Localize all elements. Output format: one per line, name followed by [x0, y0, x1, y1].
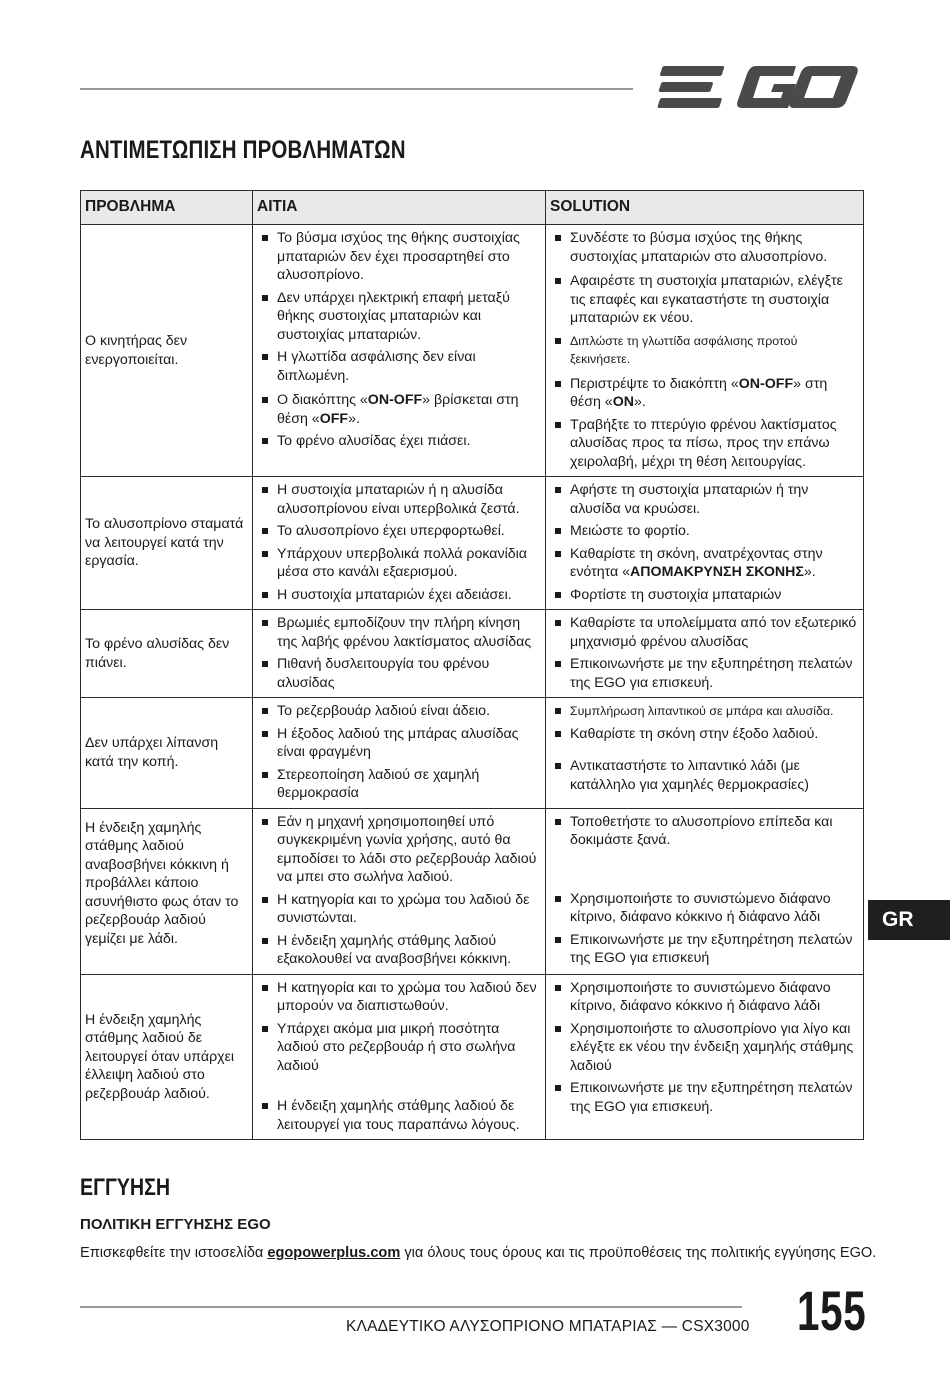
cause-item: Η κατηγορία και το χρώμα του λαδιού δεν μπορούν να διαπιστωθούν. [257, 979, 541, 1016]
cause-item: Πιθανή δυσλειτουργία του φρένου αλυσίδας [257, 655, 541, 692]
col-header-solution: SOLUTION [546, 191, 864, 225]
warranty-link[interactable]: egopowerplus.com [267, 1245, 401, 1261]
solution-cell [546, 974, 864, 1140]
col-header-cause: ΑΙΤΙΑ [253, 191, 546, 225]
solution-item: Συνδέστε το βύσμα ισχύος της θήκης συστοιχίας μπαταριών στο αλυσοπρίονο. [550, 229, 859, 266]
cause-item: Υπάρχουν υπερβολικά πολλά ροκανίδια μέσα στο κανάλι εξαερισμού. [257, 545, 541, 582]
solution-item: Συμπλήρωση λιπαντικού σε μπάρα και αλυσίδα. [550, 702, 859, 721]
problem-cell: Το αλυσοπρίονο σταματά να λειτουργεί κατά την εργασία. [81, 477, 253, 610]
page-number: 155 [797, 1279, 867, 1342]
table-row [81, 610, 864, 698]
cause-item: Η ένδειξη χαμηλής στάθμης λαδιού εξακολουθεί να αναβοσβήνει κόκκινη. [257, 932, 541, 969]
footer-rule [80, 1306, 742, 1308]
cause-item: Το αλυσοπρίονο έχει υπερφορτωθεί. [257, 522, 541, 541]
solution-cell [546, 225, 864, 477]
solution-item: Επικοινωνήστε με την εξυπηρέτηση πελατών της EGO για επισκευή. [550, 655, 859, 692]
cause-item: Υπάρχει ακόμα μια μικρή ποσότητα λαδιού στο ρεζερβουάρ ή στο σωλήνα λαδιού [257, 1020, 541, 1076]
cause-item: Βρωμιές εμποδίζουν την πλήρη κίνηση της λαβής φρένου λακτίσματος αλυσίδας [257, 614, 541, 651]
solution-item: Τραβήξτε το πτερύγιο φρένου λακτίσματος αλυσίδας προς τα πίσω, προς την επάνω χειρολαβή, μέχρι τη θέση λειτουργίας. [550, 416, 859, 472]
cause-item: Η συστοιχία μπαταριών έχει αδειάσει. [257, 586, 541, 605]
cause-item: Η ένδειξη χαμηλής στάθμης λαδιού δε λειτουργεί για τους παραπάνω λόγους. [257, 1097, 541, 1134]
solution-cell [546, 698, 864, 809]
table-header-row [81, 191, 864, 225]
solution-item: Αφήστε τη συστοιχία μπαταριών ή την αλυσίδα να κρυώσει. [550, 481, 859, 518]
col-header-problem: ΠΡΟΒΛΗΜΑ [81, 191, 253, 225]
cause-cell [253, 808, 546, 974]
cause-item: Το ρεζερβουάρ λαδιού είναι άδειο. [257, 702, 541, 721]
solution-item: Χρησιμοποιήστε το συνιστώμενο διάφανο κίτρινο, διάφανο κόκκινο ή διάφανο λάδι [550, 979, 859, 1016]
solution-item: Αντικαταστήστε το λιπαντικό λάδι (με κατάλληλο για χαμηλές θερμοκρασίες) [550, 757, 859, 794]
cause-cell [253, 477, 546, 610]
warranty-text: Επισκεφθείτε την ιστοσελίδα egopowerplus.com για όλους τους όρους και τις προϋποθέσεις της πολιτικής εγγύησης EGO. [80, 1245, 877, 1261]
problem-cell: Δεν υπάρχει λίπανση κατά την κοπή. [81, 698, 253, 809]
cause-item: Ο διακόπτης «ON-OFF» βρίσκεται στη θέση «OFF». [257, 391, 541, 428]
cause-cell [253, 610, 546, 698]
solution-item: Καθαρίστε τα υπολείμματα από τον εξωτερικό μηχανισμό φρένου αλυσίδας [550, 614, 859, 651]
cause-item: Η συστοιχία μπαταριών ή η αλυσίδα αλυσοπρίονου είναι υπερβολικά ζεστά. [257, 481, 541, 518]
cause-item: Το βύσμα ισχύος της θήκης συστοιχίας μπαταριών δεν έχει προσαρτηθεί στο αλυσοπρίονο. [257, 229, 541, 285]
cause-item: Το φρένο αλυσίδας έχει πιάσει. [257, 432, 541, 451]
problem-cell: Η ένδειξη χαμηλής στάθμης λαδιού δε λειτουργεί όταν υπάρχει έλλειψη λαδιού στο ρεζερβουάρ λαδιού. [81, 974, 253, 1140]
solution-item: Επικοινωνήστε με την εξυπηρέτηση πελατών της EGO για επισκευή. [550, 1079, 859, 1116]
solution-item: Χρησιμοποιήστε το αλυσοπρίονο για λίγο και ελέγξτε εκ νέου την ένδειξη χαμηλής στάθμης λαδιού [550, 1020, 859, 1076]
page-title: ΑΝΤΙΜΕΤΩΠΙΣΗ ΠΡΟΒΛΗΜΑΤΩΝ [80, 136, 406, 164]
header-rule [80, 88, 633, 90]
solution-item: Μειώστε το φορτίο. [550, 522, 859, 541]
solution-item: Φορτίστε τη συστοιχία μπαταριών [550, 586, 859, 605]
table-row [81, 974, 864, 1140]
solution-cell [546, 610, 864, 698]
cause-item: Στερεοποίηση λαδιού σε χαμηλή θερμοκρασία [257, 766, 541, 803]
solution-cell [546, 477, 864, 610]
cause-cell [253, 974, 546, 1140]
cause-item: Η κατηγορία και το χρώμα του λαδιού δε συνιστώνται. [257, 891, 541, 928]
problem-cell: Το φρένο αλυσίδας δεν πιάνει. [81, 610, 253, 698]
solution-item: Επικοινωνήστε με την εξυπηρέτηση πελατών της EGO για επισκευή [550, 931, 859, 968]
solution-item: Περιστρέψτε το διακόπτη «ON-OFF» στη θέση «ON». [550, 375, 859, 412]
warranty-heading: ΕΓΓΥΗΣΗ [80, 1174, 171, 1201]
solution-item: Αφαιρέστε τη συστοιχία μπαταριών, ελέγξτε τις επαφές και εγκαταστήστε τη συστοιχία μπαταριών εκ νέου. [550, 272, 859, 328]
footer-product: ΚΛΑΔΕΥΤΙΚΟ ΑΛΥΣΟΠΡΙΟΝΟ ΜΠΑΤΑΡΙΑΣ — CSX3000 [346, 1318, 750, 1335]
table-row [81, 225, 864, 477]
cause-cell [253, 698, 546, 809]
cause-item: Εάν η μηχανή χρησιμοποιηθεί υπό συγκεκριμένη γωνία χρήσης, αυτό θα εμποδίσει το λάδι στο ρεζερβουάρ λαδιού να μπει στο σωλήνα λαδιού. [257, 813, 541, 887]
table-row [81, 477, 864, 610]
solution-item: Καθαρίστε τη σκόνη, ανατρέχοντας στην ενότητα «ΑΠΟΜΑΚΡΥΝΣΗ ΣΚΟΝΗΣ». [550, 545, 859, 582]
troubleshooting-table [80, 190, 864, 1140]
problem-cell: Ο κινητήρας δεν ενεργοποιείται. [81, 225, 253, 477]
table-row [81, 808, 864, 974]
cause-item: Η γλωττίδα ασφάλισης δεν είναι διπλωμένη. [257, 348, 541, 385]
solution-item: Τοποθετήστε το αλυσοπρίονο επίπεδα και δοκιμάστε ξανά. [550, 813, 859, 850]
cause-item: Η έξοδος λαδιού της μπάρας αλυσίδας είναι φραγμένη [257, 725, 541, 762]
problem-cell: Η ένδειξη χαμηλής στάθμης λαδιού αναβοσβήνει κόκκινη ή προβάλλει κάποιο ασυνήθιστο φως όταν το ρεζερβουάρ λαδιού γεμίζει με λάδι. [81, 808, 253, 974]
solution-item: Χρησιμοποιήστε το συνιστώμενο διάφανο κίτρινο, διάφανο κόκκινο ή διάφανο λάδι [550, 890, 859, 927]
table-row [81, 698, 864, 809]
warranty-subheading: ΠΟΛΙΤΙΚΗ ΕΓΓΥΗΣΗΣ EGO [80, 1216, 271, 1233]
ego-logo [650, 62, 862, 112]
language-tab: GR [868, 900, 950, 940]
cause-cell [253, 225, 546, 477]
solution-cell [546, 808, 864, 974]
solution-item: Διπλώστε τη γλωττίδα ασφάλισης προτού ξεκινήσετε. [550, 332, 859, 369]
solution-item: Καθαρίστε τη σκόνη στην έξοδο λαδιού. [550, 725, 859, 744]
cause-item: Δεν υπάρχει ηλεκτρική επαφή μεταξύ θήκης συστοιχίας μπαταριών και συστοιχίας μπαταριών. [257, 289, 541, 345]
